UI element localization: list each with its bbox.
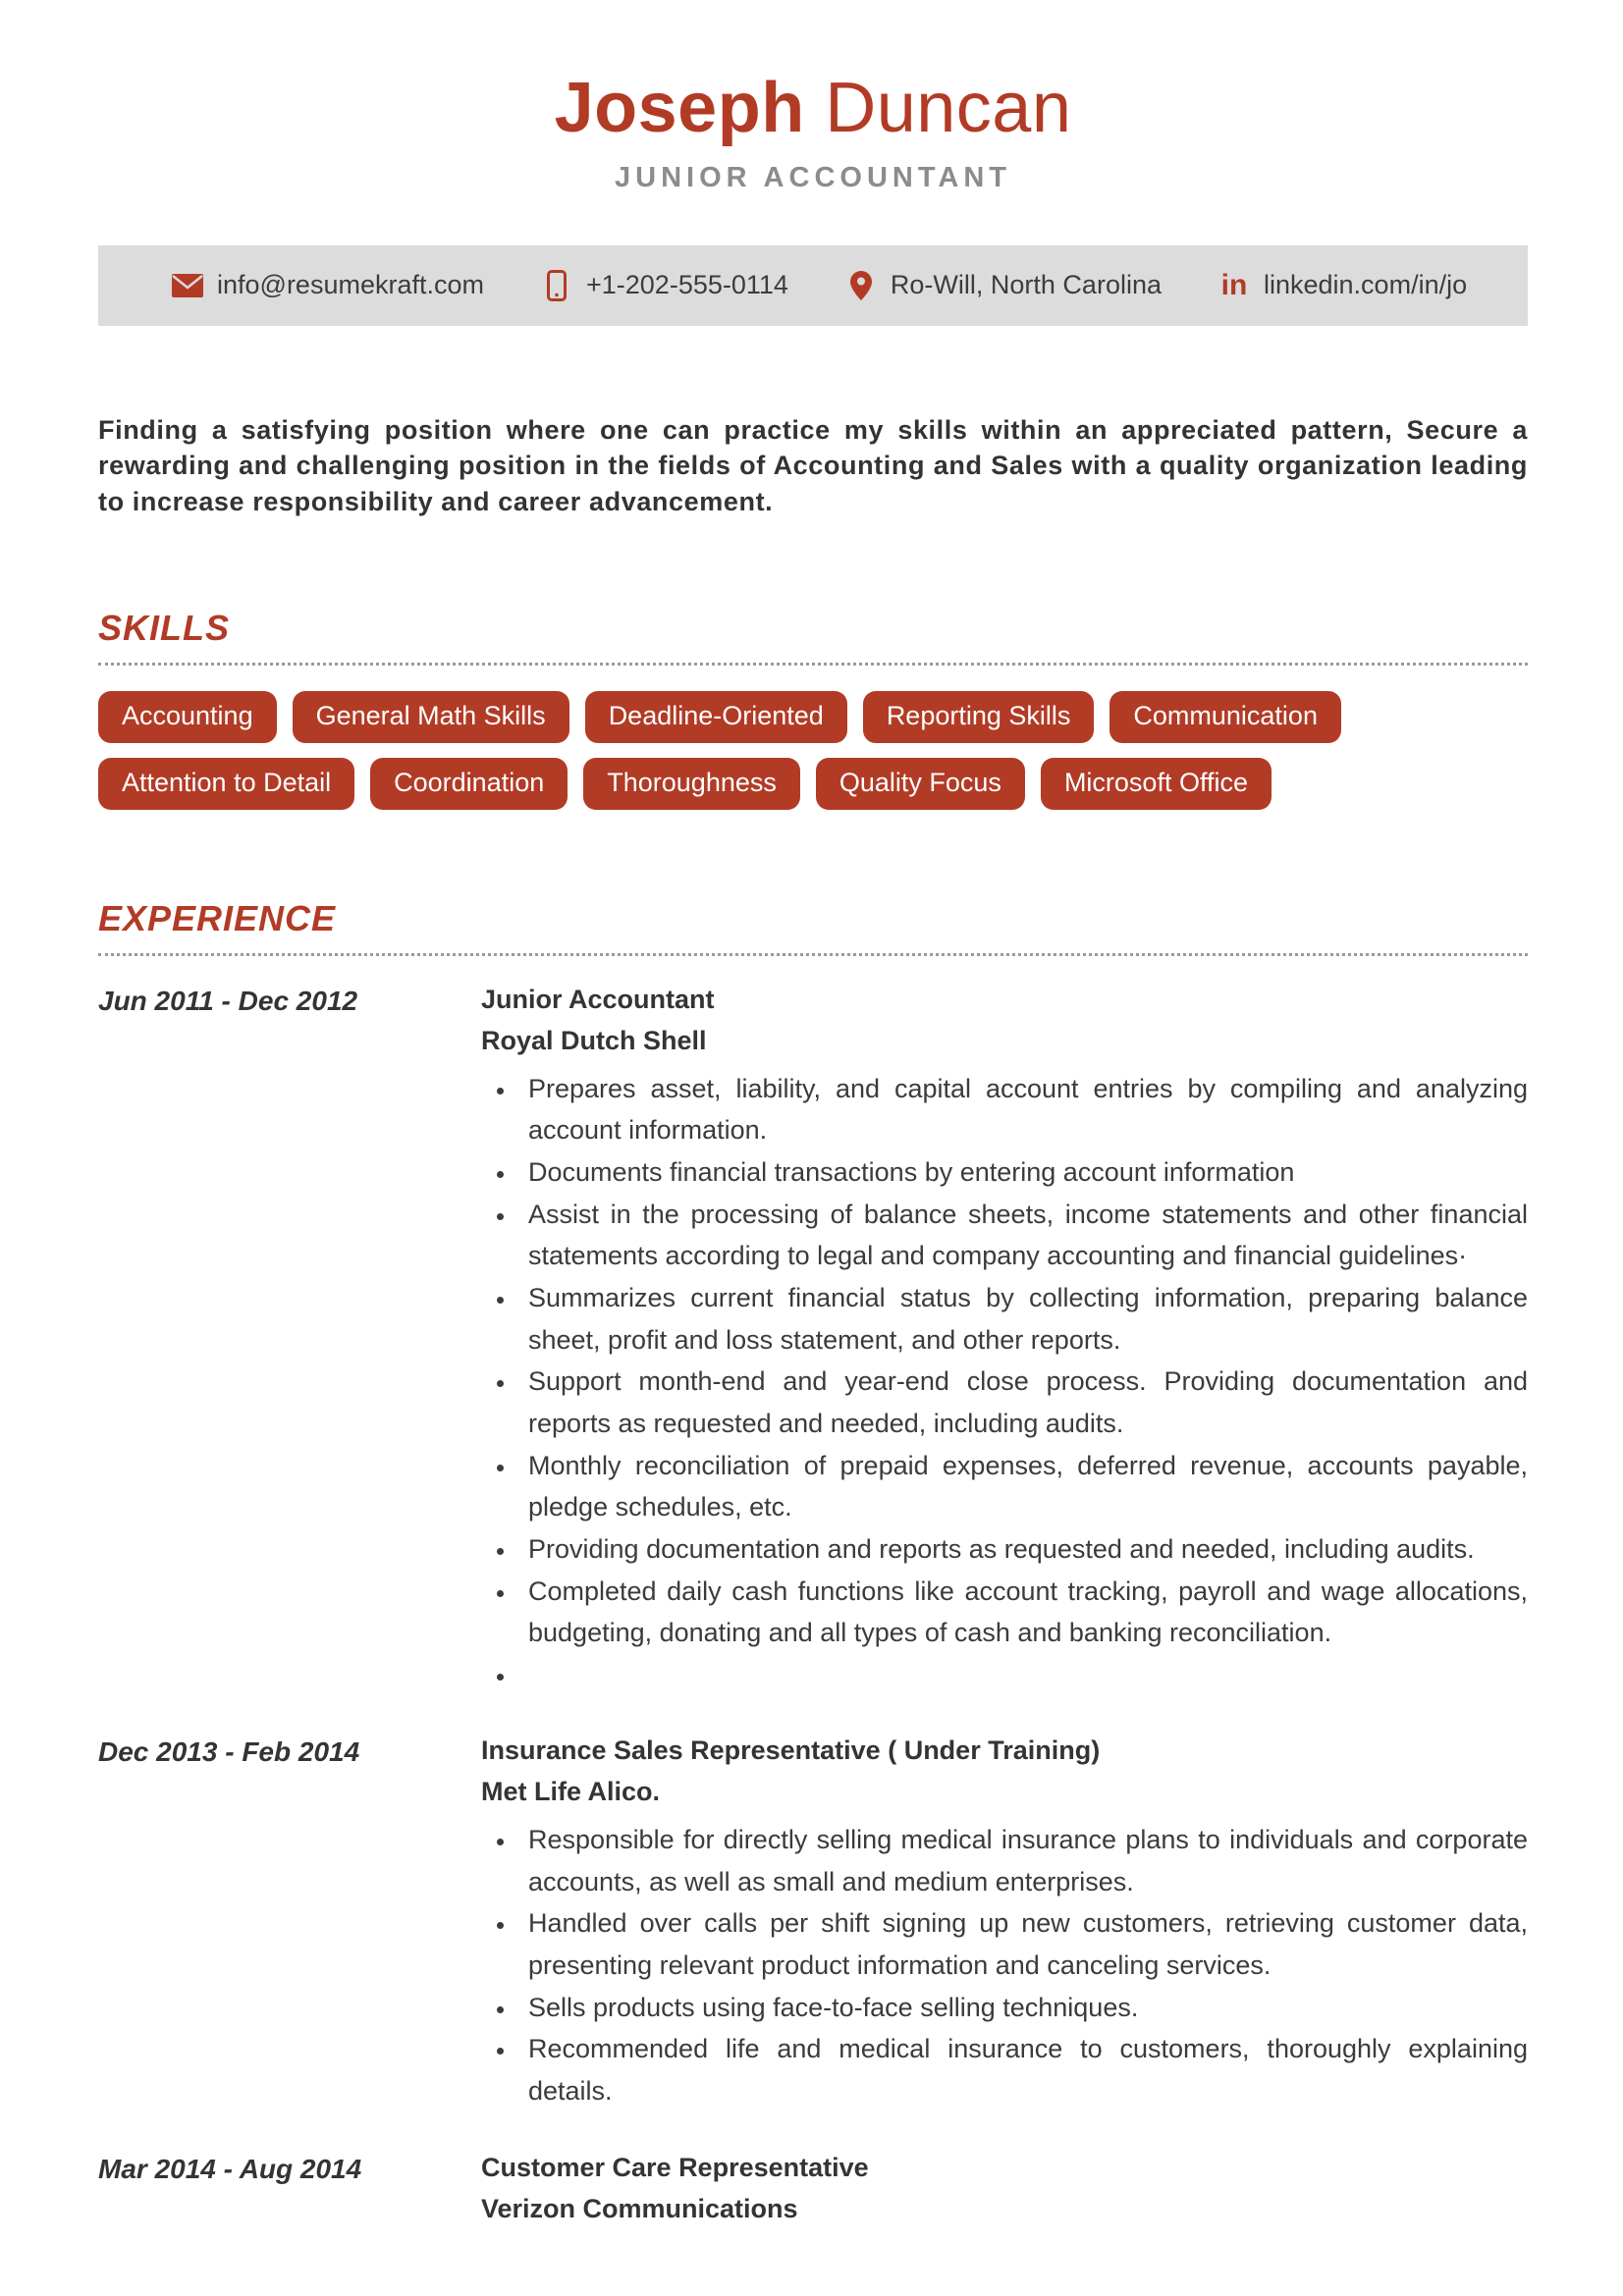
bullet-item: • Handled over calls per shift signing up new customers, retrieving customer data, presenting relevant product information and canceling services.: [516, 1902, 1528, 1986]
contact-phone: [541, 270, 788, 301]
job-title: Insurance Sales Representative ( Under Training): [481, 1735, 1101, 1766]
experience-entry: [98, 980, 1528, 1696]
email-icon: [172, 270, 203, 301]
company-name: Met Life Alico.: [481, 1777, 661, 1807]
contact-linkedin: [1218, 270, 1467, 301]
job-title: Junior Accountant: [481, 984, 715, 1014]
experience-section: [98, 898, 1528, 2230]
contact-linkedin-value: linkedin.com/in/jo: [1264, 270, 1468, 300]
bullet-item: [516, 1654, 1528, 1696]
bullet-item: • Support month-end and year-end close process. Providing documentation and reports as requested and needed, including audits.: [516, 1361, 1528, 1444]
skill-pill: Coordination: [370, 758, 568, 810]
contact-phone-value: +1-202-555-0114: [586, 270, 788, 300]
experience-entry: [98, 2148, 1528, 2230]
experience-body: [481, 1731, 1528, 2111]
experience-dates: Jun 2011 - Dec 2012: [98, 985, 358, 1016]
contact-location: [845, 270, 1162, 301]
skill-pill: Microsoft Office: [1041, 758, 1271, 810]
skill-pill: Thoroughness: [583, 758, 800, 810]
experience-entry: [98, 1731, 1528, 2111]
contact-email: [172, 270, 484, 301]
linkedin-icon: in: [1220, 268, 1248, 301]
contact-location-value: Ro-Will, North Carolina: [890, 270, 1162, 300]
skill-pill: Deadline-Oriented: [585, 691, 847, 743]
skill-pill: Accounting: [98, 691, 277, 743]
bullet-item: • Responsible for directly selling medical insurance plans to individuals and corporate accounts, as well as small and medium enterprises.: [516, 1819, 1528, 1902]
bullet-item: • Assist in the processing of balance sheets, income statements and other financial statements according to legal and company accounting and financial guidelines·: [516, 1194, 1528, 1277]
skills-list: [98, 691, 1528, 810]
bullet-item: • Providing documentation and reports as requested and needed, including audits.: [516, 1528, 1528, 1571]
experience-body: [481, 2148, 1528, 2230]
skills-section: [98, 608, 1528, 810]
location-pin-icon: [845, 270, 877, 301]
skill-pill: Attention to Detail: [98, 758, 354, 810]
experience-section-title: EXPERIENCE: [98, 898, 1528, 956]
skill-pill: Quality Focus: [816, 758, 1025, 810]
summary-paragraph: Finding a satisfying position where one can practice my skills within an appreciated pattern, Secure a rewarding and challenging position in the fields of Accounting and Sales with a quality organization leading to increase responsibility and career advancement.: [98, 414, 1528, 516]
experience-dates: Mar 2014 - Aug 2014: [98, 2153, 362, 2184]
bullet-item: • Documents financial transactions by entering account information: [516, 1151, 1528, 1194]
contact-email-value: info@resumekraft.com: [217, 270, 484, 300]
page-title: [98, 69, 1528, 148]
skills-section-title: SKILLS: [98, 608, 1528, 666]
bullet-list: [481, 1068, 1528, 1696]
bullet-item: • Sells products using face-to-face selling techniques.: [516, 1987, 1528, 2029]
phone-icon: [541, 270, 572, 301]
contact-bar: [98, 245, 1528, 326]
experience-list: [98, 980, 1528, 2230]
last-name: Duncan: [825, 69, 1072, 147]
skill-pill: Communication: [1109, 691, 1341, 743]
bullet-item: • Recommended life and medical insurance to customers, thoroughly explaining details.: [516, 2028, 1528, 2111]
skill-pill: Reporting Skills: [863, 691, 1095, 743]
job-title: Customer Care Representative: [481, 2152, 869, 2182]
bullet-item: • Monthly reconciliation of prepaid expenses, deferred revenue, accounts payable, pledge schedules, etc.: [516, 1445, 1528, 1528]
company-name: Royal Dutch Shell: [481, 1025, 707, 1055]
company-name: Verizon Communications: [481, 2193, 798, 2223]
job-role-subtitle: JUNIOR ACCOUNTANT: [615, 161, 1011, 193]
first-name: Joseph: [554, 69, 805, 147]
bullet-list: [481, 1819, 1528, 2112]
bullet-item: • Prepares asset, liability, and capital account entries by compiling and analyzing account information.: [516, 1068, 1528, 1151]
experience-body: [481, 980, 1528, 1696]
skill-pill: General Math Skills: [293, 691, 569, 743]
bullet-item: • Completed daily cash functions like account tracking, payroll and wage allocations, budgeting, donating and all types of cash and banking reconciliation.: [516, 1571, 1528, 1654]
bullet-item: • Summarizes current financial status by collecting information, preparing balance sheet, profit and loss statement, and other reports.: [516, 1277, 1528, 1361]
experience-dates: Dec 2013 - Feb 2014: [98, 1736, 360, 1768]
